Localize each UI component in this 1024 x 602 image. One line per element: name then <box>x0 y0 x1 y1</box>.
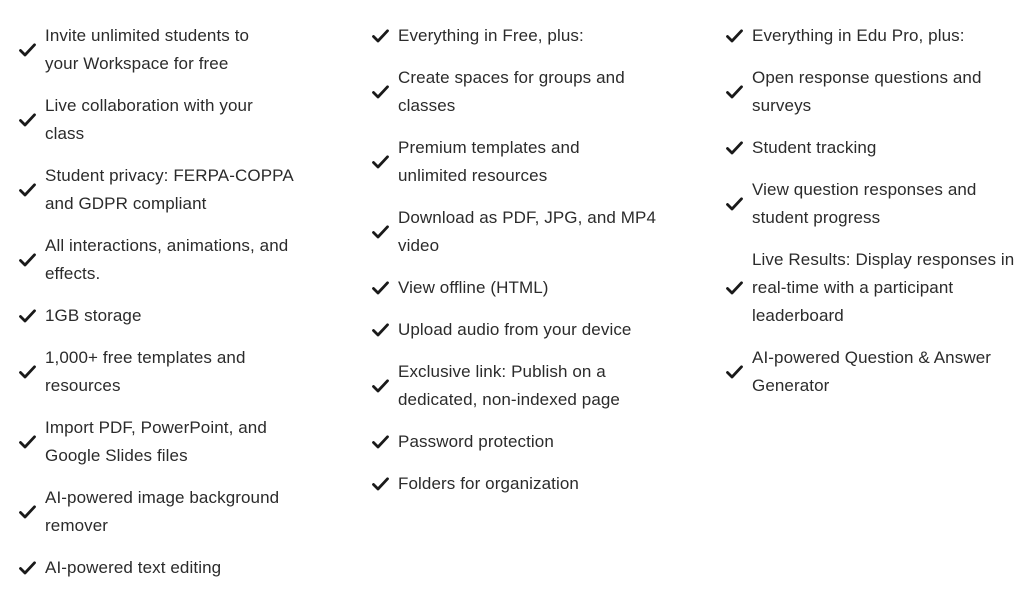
check-icon <box>370 82 390 102</box>
check-icon <box>17 558 37 578</box>
feature-label: Student tracking <box>752 138 877 157</box>
feature-label: Open response questions and surveys <box>752 68 982 115</box>
check-icon <box>17 306 37 326</box>
plan-features-list-free <box>17 22 317 596</box>
feature-item <box>17 92 317 148</box>
check-icon <box>724 138 744 158</box>
feature-item <box>17 414 317 470</box>
feature-label: 1GB storage <box>45 306 142 325</box>
feature-label: Live Results: Display responses in real-time with a participant leaderboard <box>752 250 1015 325</box>
feature-item <box>724 344 1024 400</box>
check-icon <box>17 250 37 270</box>
feature-label: 1,000+ free templates and resources <box>45 348 246 395</box>
feature-label: Student privacy: FERPA-COPPA and GDPR compliant <box>45 166 293 213</box>
check-icon <box>17 180 37 200</box>
feature-label: Premium templates and unlimited resources <box>398 138 580 185</box>
check-icon <box>724 26 744 46</box>
feature-label: Everything in Free, plus: <box>398 26 584 45</box>
feature-label: Folders for organization <box>398 474 579 493</box>
check-icon <box>370 432 390 452</box>
feature-label: Exclusive link: Publish on a dedicated, non-indexed page <box>398 362 620 409</box>
check-icon <box>17 432 37 452</box>
feature-item <box>370 64 670 120</box>
feature-label: AI-powered image background remover <box>45 488 280 535</box>
feature-item <box>370 358 670 414</box>
check-icon <box>370 222 390 242</box>
feature-label: AI-powered text editing <box>45 558 222 577</box>
feature-item <box>17 554 317 582</box>
check-icon <box>17 362 37 382</box>
feature-label: Everything in Edu Pro, plus: <box>752 26 965 45</box>
feature-item <box>370 22 670 50</box>
feature-label: Download as PDF, JPG, and MP4 video <box>398 208 657 255</box>
feature-item <box>370 470 670 498</box>
feature-item <box>724 176 1024 232</box>
feature-item <box>724 22 1024 50</box>
feature-label: Create spaces for groups and classes <box>398 68 625 115</box>
check-icon <box>724 362 744 382</box>
feature-item <box>370 316 670 344</box>
check-icon <box>17 502 37 522</box>
plan-features-list-edu-pro <box>370 22 670 512</box>
check-icon <box>724 194 744 214</box>
feature-label: Password protection <box>398 432 554 451</box>
feature-label: Live collaboration with your class <box>45 96 253 143</box>
check-icon <box>370 26 390 46</box>
feature-label: All interactions, animations, and effects. <box>45 236 289 283</box>
feature-item <box>370 204 670 260</box>
feature-item <box>724 134 1024 162</box>
plan-features-columns <box>0 22 1024 602</box>
check-icon <box>724 82 744 102</box>
check-icon <box>724 278 744 298</box>
check-icon <box>370 278 390 298</box>
feature-item <box>17 162 317 218</box>
feature-label: Import PDF, PowerPoint, and Google Slides files <box>45 418 267 465</box>
feature-label: View question responses and student progress <box>752 180 977 227</box>
check-icon <box>370 320 390 340</box>
feature-item <box>370 274 670 302</box>
check-icon <box>370 376 390 396</box>
feature-item <box>370 428 670 456</box>
feature-item <box>724 246 1024 330</box>
feature-item <box>17 344 317 400</box>
feature-item <box>17 22 317 78</box>
feature-item <box>724 64 1024 120</box>
check-icon <box>17 40 37 60</box>
feature-label: Upload audio from your device <box>398 320 632 339</box>
feature-item <box>17 484 317 540</box>
feature-item <box>17 302 317 330</box>
check-icon <box>370 474 390 494</box>
feature-label: Invite unlimited students to your Workspace for free <box>45 26 250 73</box>
check-icon <box>17 110 37 130</box>
feature-label: AI-powered Question & Answer Generator <box>752 348 992 395</box>
plan-features-list-edu-pro-plus <box>724 22 1024 414</box>
check-icon <box>370 152 390 172</box>
feature-item <box>17 232 317 288</box>
feature-label: View offline (HTML) <box>398 278 549 297</box>
feature-item <box>370 134 670 190</box>
